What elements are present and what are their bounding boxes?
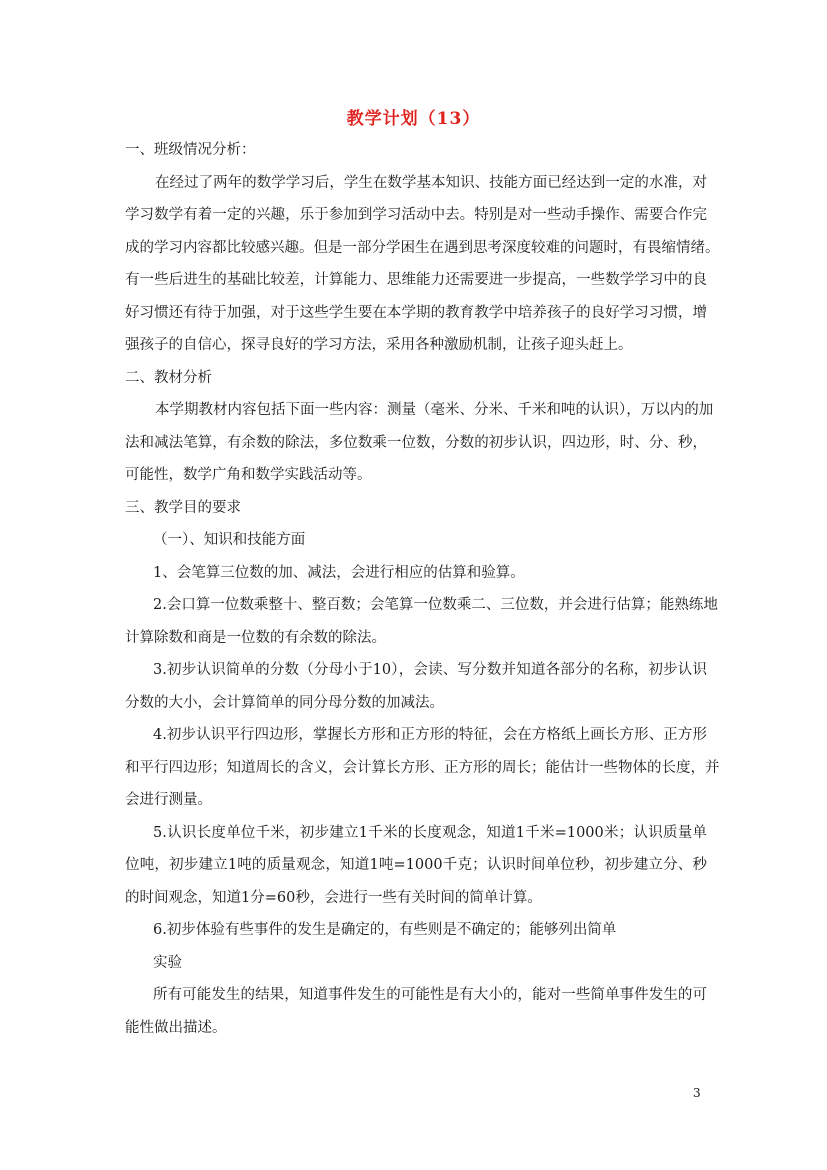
section-heading: 一、班级情况分析：: [125, 142, 256, 158]
paragraph-line: 有一些后进生的基础比较差，计算能力、思维能力还需要进一步提高，一些数学学习中的良: [125, 272, 707, 288]
paragraph-line: 学习数学有着一定的兴趣，乐于参加到学习活动中去。特别是对一些动手操作、需要合作完: [125, 207, 707, 223]
list-item: 2.会口算一位数乘整十、整百数；会笔算一位数乘二、三位数，并会进行估算；能熟练地: [153, 597, 718, 613]
section-heading: 三、教学目的要求: [125, 499, 241, 516]
paragraph-line: 法和减法笔算，有余数的除法，多位数乘一位数，分数的初步认识，四边形，时、分、秒，: [125, 434, 707, 451]
page-number: 3: [693, 1086, 701, 1100]
section-heading: 二、教材分析: [125, 369, 212, 386]
list-item-continuation: 会进行测量。: [125, 792, 212, 808]
document-title: 教学计划（13）: [346, 109, 481, 129]
list-item-continuation: 分数的大小，会计算简单的同分母分数的加减法。: [125, 694, 444, 711]
list-item-continuation: 计算除数和商是一位数的有余数的除法。: [125, 629, 386, 646]
document-body: [125, 134, 720, 1044]
paragraph-line: 可能性，数学广角和数学实践活动等。: [125, 467, 372, 483]
list-item-continuation: 所有可能发生的结果，知道事件发生的可能性是有大小的，能对一些简单事件发生的可: [153, 987, 707, 1003]
paragraph-line: 强孩子的自信心，探寻良好的学习方法，采用各种激励机制，让孩子迎头赶上。: [125, 337, 633, 353]
list-item-continuation: 位吨，初步建立1吨的质量观念，知道1吨=1000千克；认识时间单位秒，初步建立分、秒: [125, 857, 707, 873]
paragraph-line: 好习惯还有待于加强，对于这些学生要在本学期的教育教学中培养孩子的良好学习习惯，增: [125, 304, 707, 321]
list-item: 6.初步体验有些事件的发生是确定的，有些则是不确定的；能够列出简单: [153, 922, 617, 938]
list-item-continuation: 能性做出描述。: [125, 1019, 227, 1036]
paragraph-line: 在经过了两年的数学学习后，学生在数学基本知识、技能方面已经达到一定的水准，对: [155, 174, 707, 191]
list-item: 3.初步认识简单的分数（分母小于10），会读、写分数并知道各部分的名称，初步认识: [153, 662, 707, 678]
list-item: 5.认识长度单位千米，初步建立1千米的长度观念，知道1千米=1000米；认识质量单: [153, 824, 707, 841]
list-item-continuation: 实验: [153, 954, 182, 971]
paragraph-line: 成的学习内容都比较感兴趣。但是一部分学困生在遇到思考深度较难的问题时，有畏缩情绪。: [125, 239, 720, 256]
list-item-continuation: 和平行四边形；知道周长的含义，会计算长方形、正方形的周长；能估计一些物体的长度，并: [125, 759, 720, 776]
list-item: 1、会笔算三位数的加、减法，会进行相应的估算和验算。: [153, 564, 525, 581]
subsection-heading: （一）、知识和技能方面: [153, 532, 306, 548]
list-item: 4.初步认识平行四边形，掌握长方形和正方形的特征，会在方格纸上画长方形、正方形: [153, 727, 707, 743]
list-item-continuation: 的时间观念，知道1分=60秒，会进行一些有关时间的简单计算。: [125, 889, 542, 906]
paragraph-line: 本学期教材内容包括下面一些内容：测量（毫米、分米、千米和吨的认识），万以内的加: [155, 402, 714, 418]
